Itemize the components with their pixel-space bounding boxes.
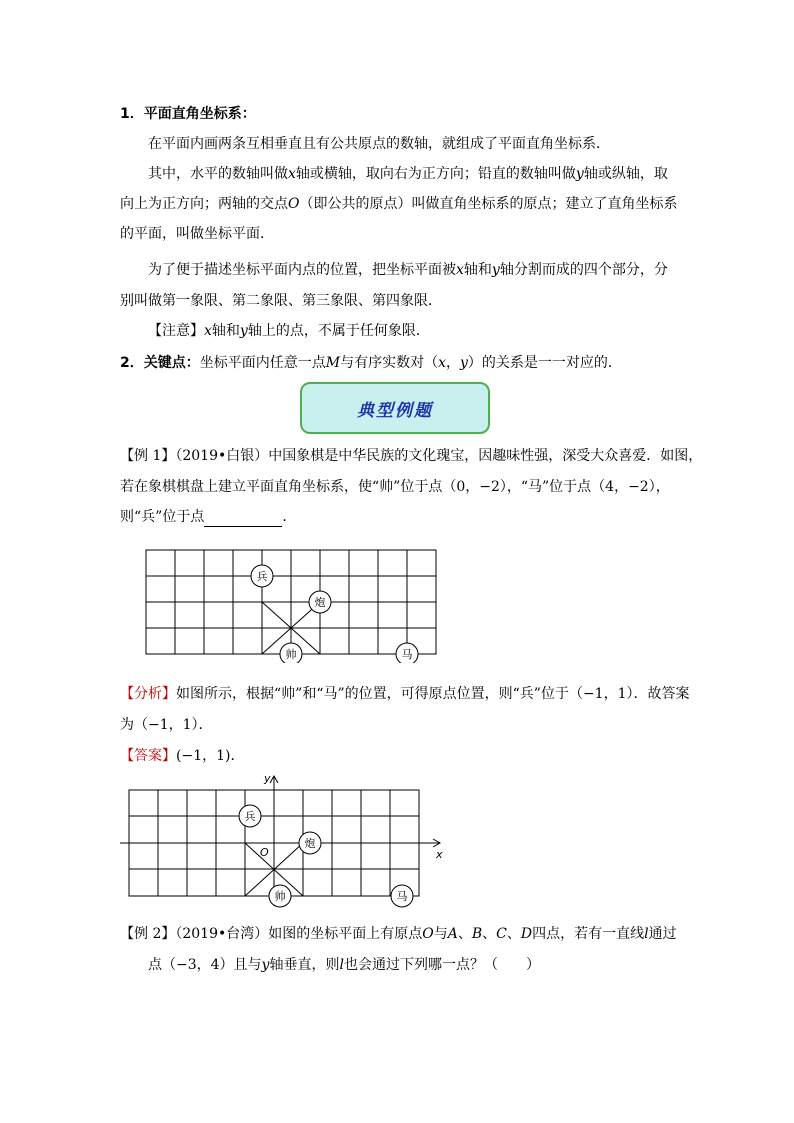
example1-analysis: 【分析】如图所示，根据“帅”和“马”的位置，可得原点位置，则“兵”位于（−1，1）．故答案	[120, 686, 690, 702]
piece2-ma-label: 马	[396, 890, 408, 903]
answer-blank	[204, 512, 282, 527]
origin-label: O	[260, 846, 269, 859]
section1-p3-line2: 别叫做第一象限、第二象限、第三象限、第四象限．	[120, 293, 442, 309]
y-axis-label: y	[264, 772, 271, 785]
piece-ma-label: 马	[401, 648, 413, 661]
banner-label: 典型例题	[357, 400, 433, 421]
section1-p1: 在平面内画两条互相垂直且有公共原点的数轴，就组成了平面直角坐标系．	[148, 136, 610, 152]
example1-line3: 则“兵”位于点 ．	[120, 509, 297, 525]
example2-line2: 点（−3，4）且与y轴垂直，则l也会通过下列哪一点？（ ）	[148, 957, 540, 973]
section1-p3-line1: 为了便于描述坐标平面内点的位置，把坐标平面被x轴和y轴分割而成的四个部分，分	[148, 262, 668, 278]
x-axis-label: x	[436, 848, 443, 861]
piece-pao-label: 炮	[314, 596, 326, 609]
example2-line1: 【例 2】（2019•台湾）如图的坐标平面上有原点O与A、B、C、D四点，若有一直线l通过	[120, 926, 677, 942]
example1-answer: 【答案】(−1，1)．	[120, 748, 245, 764]
example1-line2: 若在象棋棋盘上建立平面直角坐标系，使“帅”位于点（0，−2），“马”位于点（4，−2），	[120, 479, 670, 495]
section1-p2-line3: 的平面，叫做坐标平面．	[120, 226, 274, 242]
piece-bing-label: 兵	[256, 570, 268, 583]
section1-p2-line1: 其中，水平的数轴叫做x轴或横轴，取向右为正方向；铅直的数轴叫做y轴或纵轴，取	[148, 166, 668, 182]
section1-title: 1．平面直角坐标系：	[120, 106, 256, 122]
chess-board-2	[120, 770, 450, 910]
piece2-bing-label: 兵	[244, 810, 256, 823]
chess-board-1	[140, 545, 440, 663]
example1-analysis-line2: 为（−1，1）．	[120, 717, 213, 733]
section1-p2-line2: 向上为正方向；两轴的交点O（即公共的原点）叫做直角坐标系的原点；建立了直角坐标系	[120, 196, 678, 212]
example1-line1: 【例 1】（2019•白银）中国象棋是中华民族的文化瑰宝，因趣味性强，深受大众喜爱．如图，	[120, 448, 703, 464]
piece2-shuai-label: 帅	[274, 890, 286, 903]
section1-note: 【注意】x轴和y轴上的点，不属于任何象限．	[148, 323, 430, 339]
section2: 2．关键点：坐标平面内任意一点M与有序实数对（x，y）的关系是一一对应的．	[120, 355, 622, 371]
piece-shuai-label: 帅	[285, 648, 297, 661]
example-banner	[300, 382, 490, 434]
piece2-pao-label: 炮	[304, 837, 316, 850]
